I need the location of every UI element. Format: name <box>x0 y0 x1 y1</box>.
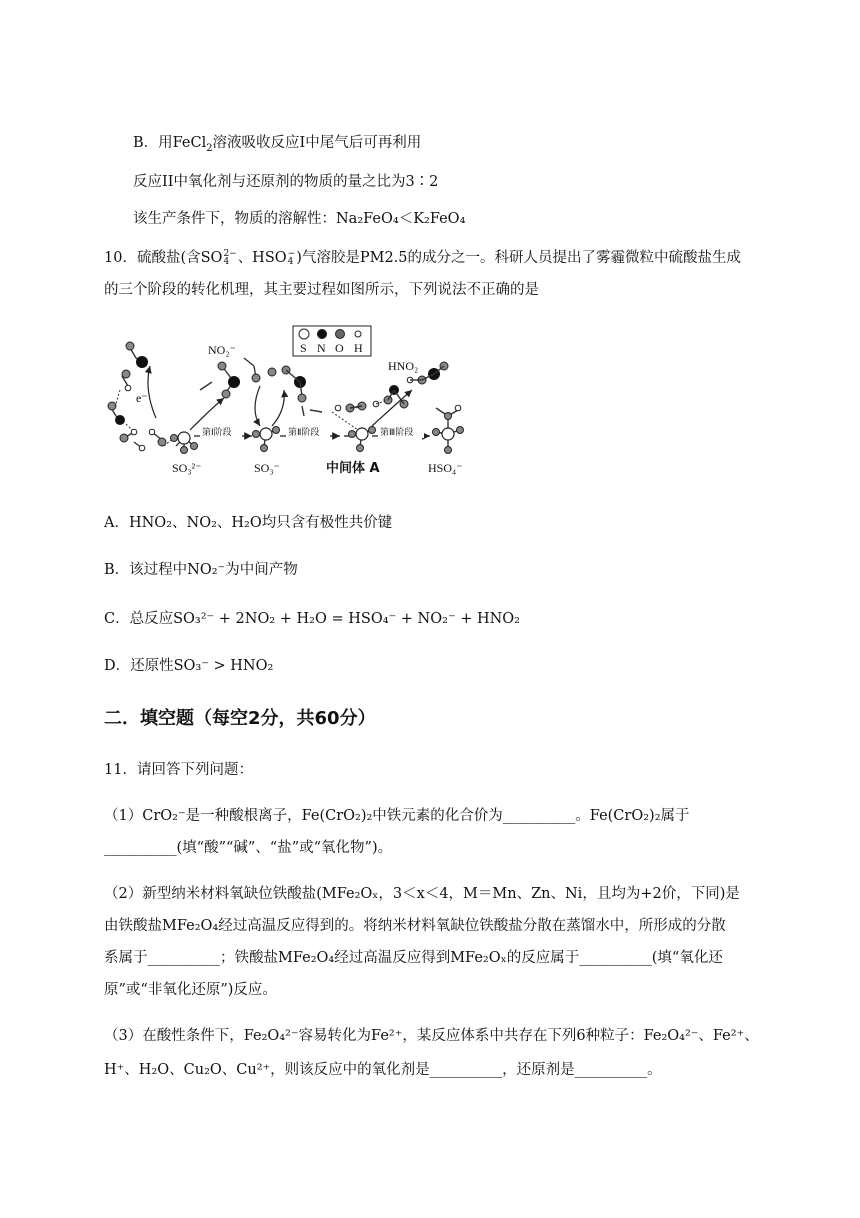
section-title: 二．填空题（每空2分，共60分） <box>104 708 376 729</box>
q11-part2-line3: 系属于__________；铁酸盐MFe₂O₄经过高温反应得到MFe₂Oₓ的反应属于__________(填“氧化还 <box>104 950 723 966</box>
q11-part2-line2: 由铁酸盐MFe₂O₄经过高温反应得到的。将纳米材料氧缺位铁酸盐分散在蒸馏水中，所形成的分散 <box>104 918 726 934</box>
diagram-legend <box>293 326 371 356</box>
q10-stem-line1: 10．硫酸盐(含SO 2− 4 、HSO − 4 )气溶胶是PM2.5的成分之一。科研人员提出了雾霾微粒中硫酸盐生成 <box>104 248 742 267</box>
q11-part2-line1: （2）新型纳米材料氧缺位铁酸盐(MFe₂Oₓ，3＜x＜4，M＝Mn、Zn、Ni，且均为+2价，下同)是 <box>104 886 740 902</box>
q9-option-b: B．用FeCl$_2$溶液吸收反应I中尾气后可再利用 <box>133 135 422 154</box>
q10-option-c: C．总反应SO₃²⁻ + 2NO₂ + H₂O = HSO₄⁻ + NO₂⁻ + HNO₂ <box>104 611 520 627</box>
legend-h: H <box>354 341 363 355</box>
q11-part3-line2: H⁺、H₂O、Cu₂O、Cu²⁺，则该反应中的氧化剂是__________，还原剂是__________。 <box>104 1062 662 1078</box>
stage-2-label: 第Ⅱ阶段 <box>288 428 320 438</box>
label-electron: e⁻ <box>136 391 148 405</box>
q11-part1-line1: （1）CrO₂⁻是一种酸根离子，Fe(CrO₂)₂中铁元素的化合价为__________。Fe(CrO₂)₂属于 <box>104 808 690 824</box>
q11-part3-line1: （3）在酸性条件下，Fe₂O₄²⁻容易转化为Fe²⁺，某反应体系中共存在下列6种粒子：Fe₂O₄²⁻、Fe²⁺、 <box>104 1028 759 1044</box>
q11-part2-line4: 原”或“非氧化还原”)反应。 <box>104 982 277 998</box>
sulfate-formation-mechanism-diagram <box>104 320 474 485</box>
q10-stem-line2: 的三个阶段的转化机理，其主要过程如图所示，下列说法不正确的是 <box>104 282 539 298</box>
legend-n: N <box>317 341 326 355</box>
stage-1-label: 第Ⅰ阶段 <box>202 428 232 438</box>
label-hno2: HNO₂ <box>388 359 419 373</box>
label-so3-radical: SO₃⁻ <box>254 461 280 475</box>
q11-part1-line2: __________(填“酸”“碱”、“盐”或“氧化物”)。 <box>104 840 393 856</box>
q10-option-a: A．HNO₂、NO₂、H₂O均只含有极性共价键 <box>104 515 393 531</box>
q9-option-d: 该生产条件下，物质的溶解性：Na₂FeO₄＜K₂FeO₄ <box>133 211 466 227</box>
legend-s: S <box>300 341 307 355</box>
label-hso4: HSO₄⁻ <box>428 461 463 475</box>
label-so3-2: SO₃²⁻ <box>172 461 202 475</box>
legend-o: O <box>335 341 344 355</box>
stage-3-label: 第Ⅲ阶段 <box>380 428 414 438</box>
label-no2-minus: NO₂⁻ <box>208 343 236 357</box>
q10-option-b: B．该过程中NO₂⁻为中间产物 <box>104 562 298 578</box>
q11-intro: 11．请回答下列问题： <box>104 762 253 778</box>
q9-option-c: 反应II中氧化剂与还原剂的物质的量之比为3∶2 <box>133 174 439 190</box>
label-intermediate-a: 中间体 A <box>326 461 380 476</box>
q10-option-d: D．还原性SO₃⁻ > HNO₂ <box>104 658 274 674</box>
